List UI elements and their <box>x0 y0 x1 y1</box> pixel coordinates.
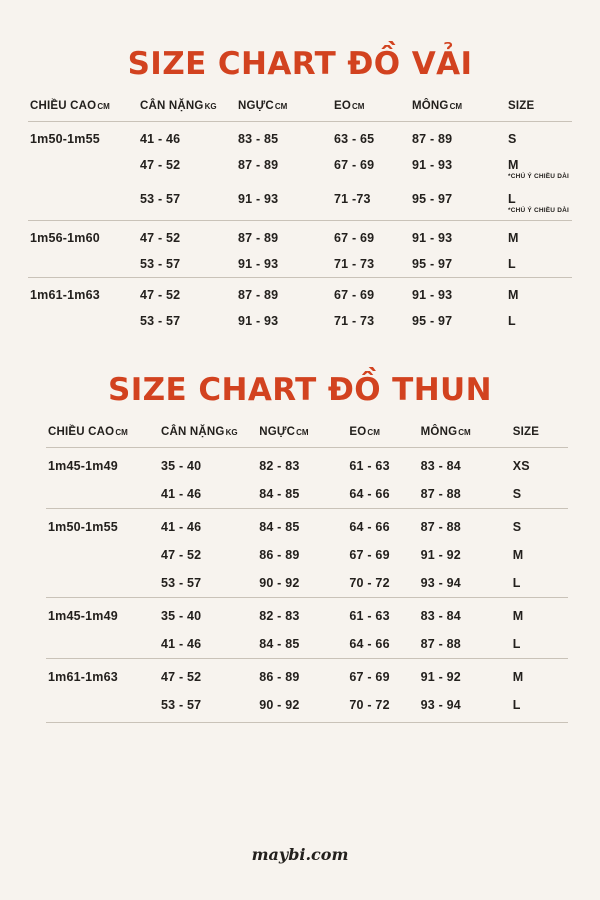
cell-weight: 47 - 52 <box>138 278 236 309</box>
cell-height: 1m56-1m60 <box>28 221 138 252</box>
table-row <box>28 251 572 278</box>
cell-size <box>511 541 568 569</box>
cell-size <box>511 569 568 598</box>
size-label: S <box>512 520 522 534</box>
column-header-label: EO <box>334 100 352 112</box>
cell-waist: 70 - 72 <box>349 576 390 590</box>
cell-weight: 47 - 52 <box>161 548 202 562</box>
cell-bust: 83 - 85 <box>236 122 332 153</box>
cell-waist: 70 - 72 <box>349 698 390 712</box>
column-header-5 <box>506 96 572 122</box>
table-row <box>28 308 572 338</box>
cell-height <box>28 152 138 186</box>
table-row <box>28 186 572 221</box>
cell-hip: 91 - 92 <box>419 659 511 692</box>
cell-height <box>28 251 138 278</box>
size-label: M <box>512 609 524 623</box>
size-label: S <box>508 132 517 146</box>
cell-size <box>506 152 572 186</box>
column-header-label: EO <box>349 426 367 438</box>
size-table-do-vai <box>28 96 572 338</box>
column-header-label: NGỰC <box>259 426 296 438</box>
cell-hip: 83 - 84 <box>419 448 511 481</box>
cell-weight: 53 - 57 <box>161 576 202 590</box>
cell-weight: 35 - 40 <box>159 598 257 631</box>
column-header-2 <box>257 422 347 448</box>
cell-hip: 87 - 88 <box>419 509 511 542</box>
cell-bust: 90 - 92 <box>259 698 300 712</box>
column-header-label: CHIỀU CAO <box>48 426 115 438</box>
cell-height: 1m50-1m55 <box>46 509 159 542</box>
cell-weight: 53 - 57 <box>140 314 181 328</box>
column-header-3 <box>332 96 410 122</box>
cell-waist: 67 - 69 <box>332 278 410 309</box>
cell-waist: 61 - 63 <box>347 598 418 631</box>
size-label: M <box>508 288 519 302</box>
cell-weight: 47 - 52 <box>140 158 181 172</box>
column-header-unit: CM <box>115 428 128 437</box>
cell-weight: 41 - 46 <box>159 509 257 542</box>
cell-waist: 61 - 63 <box>347 448 418 481</box>
size-note: *CHÚ Ý CHIỀU DÀI <box>508 173 569 180</box>
cell-height <box>46 691 159 723</box>
cell-hip: 87 - 89 <box>410 122 506 153</box>
page-title-do-vai: SIZE CHART ĐỒ VẢI <box>127 46 473 82</box>
size-label: M <box>512 548 524 562</box>
column-header-unit: KG <box>225 428 238 437</box>
column-header-label: SIZE <box>512 426 540 438</box>
cell-bust: 84 - 85 <box>259 637 300 651</box>
cell-size <box>511 509 568 542</box>
table-body <box>28 122 572 339</box>
table-row <box>28 122 572 153</box>
cell-hip: 95 - 97 <box>412 314 453 328</box>
cell-bust: 82 - 83 <box>257 448 347 481</box>
column-header-unit: CM <box>458 428 471 437</box>
cell-waist: 63 - 65 <box>332 122 410 153</box>
cell-waist: 67 - 69 <box>349 548 390 562</box>
table-row <box>28 152 572 186</box>
size-label: L <box>508 314 516 328</box>
table-row <box>28 278 572 309</box>
cell-weight: 53 - 57 <box>161 698 202 712</box>
cell-bust: 82 - 83 <box>257 598 347 631</box>
table-row <box>46 630 568 659</box>
cell-height <box>46 480 159 509</box>
cell-waist: 64 - 66 <box>349 487 390 501</box>
cell-waist: 71 - 73 <box>334 257 375 271</box>
cell-bust: 91 - 93 <box>238 257 279 271</box>
cell-height <box>46 541 159 569</box>
cell-size <box>511 691 568 723</box>
cell-hip: 83 - 84 <box>419 598 511 631</box>
column-header-3 <box>347 422 418 448</box>
size-label: M <box>512 670 524 684</box>
cell-hip: 91 - 92 <box>420 548 461 562</box>
cell-waist: 71 - 73 <box>334 314 375 328</box>
column-header-unit: CM <box>352 102 365 111</box>
cell-size <box>511 598 568 631</box>
size-note: *CHÚ Ý CHIỀU DÀI <box>508 207 569 214</box>
cell-size <box>511 630 568 659</box>
cell-size <box>506 221 572 252</box>
cell-size <box>506 308 572 338</box>
cell-height <box>28 308 138 338</box>
cell-size <box>506 186 572 221</box>
cell-bust: 90 - 92 <box>259 576 300 590</box>
cell-size <box>511 448 568 481</box>
cell-hip: 91 - 93 <box>410 278 506 309</box>
column-header-label: CHIỀU CAO <box>30 100 97 112</box>
column-header-unit: KG <box>204 102 217 111</box>
cell-bust: 84 - 85 <box>257 509 347 542</box>
column-header-unit: CM <box>296 428 309 437</box>
cell-weight: 41 - 46 <box>161 637 202 651</box>
cell-height: 1m61-1m63 <box>28 278 138 309</box>
cell-waist: 67 - 69 <box>334 158 375 172</box>
column-header-1 <box>138 96 236 122</box>
cell-height: 1m45-1m49 <box>46 448 159 481</box>
table-row <box>46 691 568 723</box>
cell-hip: 91 - 93 <box>410 221 506 252</box>
size-label: L <box>508 192 516 206</box>
column-header-2 <box>236 96 332 122</box>
size-label: M <box>508 231 519 245</box>
column-header-unit: CM <box>367 428 380 437</box>
cell-bust: 87 - 89 <box>236 221 332 252</box>
column-header-4 <box>419 422 511 448</box>
column-header-unit: CM <box>97 102 110 111</box>
cell-weight: 47 - 52 <box>138 221 236 252</box>
cell-waist: 67 - 69 <box>332 221 410 252</box>
cell-weight: 35 - 40 <box>159 448 257 481</box>
size-label: L <box>512 698 521 712</box>
cell-size <box>511 659 568 692</box>
cell-height: 1m45-1m49 <box>46 598 159 631</box>
size-label: L <box>512 576 521 590</box>
cell-weight: 53 - 57 <box>140 257 181 271</box>
cell-size <box>506 122 572 153</box>
cell-bust: 86 - 89 <box>259 548 300 562</box>
table-body <box>46 448 568 723</box>
column-header-label: CÂN NẶNG <box>161 426 225 438</box>
column-header-unit: CM <box>449 102 463 111</box>
cell-size <box>506 278 572 309</box>
size-label: M <box>508 158 519 172</box>
size-label: L <box>512 637 521 651</box>
cell-waist: 64 - 66 <box>347 509 418 542</box>
cell-hip: 95 - 97 <box>412 192 453 206</box>
cell-hip: 93 - 94 <box>420 576 461 590</box>
cell-hip: 91 - 93 <box>412 158 453 172</box>
cell-bust: 91 - 93 <box>238 314 279 328</box>
column-header-label: MÔNG <box>420 426 458 438</box>
table-row <box>46 480 568 509</box>
cell-bust: 87 - 89 <box>236 278 332 309</box>
column-header-label: MÔNG <box>412 100 449 112</box>
cell-height <box>28 186 138 221</box>
cell-bust: 91 - 93 <box>238 192 279 206</box>
cell-weight: 47 - 52 <box>159 659 257 692</box>
cell-weight: 41 - 46 <box>138 122 236 153</box>
size-label: S <box>512 487 522 501</box>
column-header-0 <box>28 96 138 122</box>
column-header-5 <box>511 422 568 448</box>
cell-height <box>46 569 159 598</box>
table-header <box>46 422 568 448</box>
column-header-unit: CM <box>274 102 288 111</box>
column-header-0 <box>46 422 159 448</box>
cell-weight: 41 - 46 <box>161 487 202 501</box>
table-header <box>28 96 572 122</box>
column-header-label: CÂN NẶNG <box>140 100 204 112</box>
table-header-row <box>28 96 572 122</box>
footer-brand: maybi.com <box>251 845 349 864</box>
cell-hip: 95 - 97 <box>412 257 453 271</box>
table-row <box>46 448 568 481</box>
column-header-4 <box>410 96 506 122</box>
cell-waist: 67 - 69 <box>347 659 418 692</box>
page-title-do-thun: SIZE CHART ĐỒ THUN <box>108 372 492 408</box>
cell-hip: 87 - 88 <box>420 487 461 501</box>
cell-height: 1m61-1m63 <box>46 659 159 692</box>
table-row <box>28 221 572 252</box>
table-row <box>46 541 568 569</box>
table-row <box>46 569 568 598</box>
cell-height: 1m50-1m55 <box>28 122 138 153</box>
table-header-row <box>46 422 568 448</box>
column-header-1 <box>159 422 257 448</box>
table-row <box>46 598 568 631</box>
cell-hip: 93 - 94 <box>420 698 461 712</box>
cell-weight: 53 - 57 <box>140 192 181 206</box>
cell-size <box>506 251 572 278</box>
size-table-do-thun <box>46 422 568 723</box>
table-row <box>46 509 568 542</box>
size-label: L <box>508 257 516 271</box>
cell-height <box>46 630 159 659</box>
size-label: XS <box>512 459 530 473</box>
cell-bust: 86 - 89 <box>257 659 347 692</box>
cell-waist: 71 -73 <box>334 192 371 206</box>
cell-waist: 64 - 66 <box>349 637 390 651</box>
cell-size <box>511 480 568 509</box>
cell-bust: 87 - 89 <box>238 158 279 172</box>
cell-hip: 87 - 88 <box>420 637 461 651</box>
column-header-label: NGỰC <box>238 100 274 112</box>
table-row <box>46 659 568 692</box>
cell-bust: 84 - 85 <box>259 487 300 501</box>
column-header-label: SIZE <box>508 100 535 112</box>
